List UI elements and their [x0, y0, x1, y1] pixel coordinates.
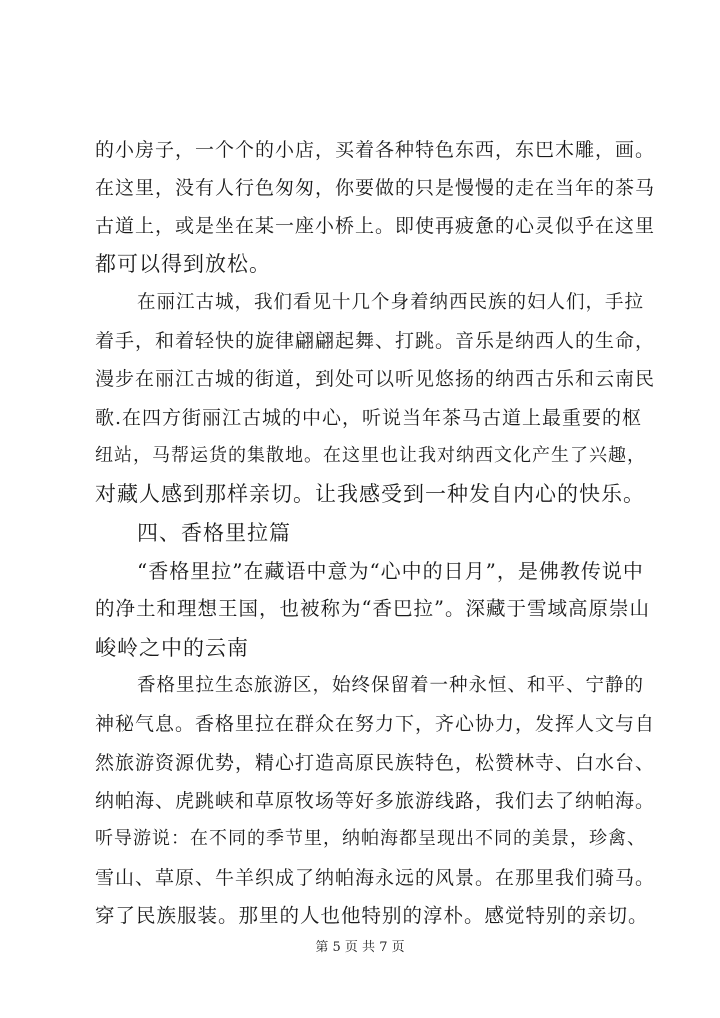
text-line: 的净土和理想王国，也被称为“香巴拉”。深藏于雪域高原崇山	[95, 597, 650, 620]
text-line: 穿了民族服装。那里的人也他特别的淳朴。感觉特别的亲切。	[95, 904, 649, 927]
text-line: 然旅游资源优势，精心打造高原民族特色，松赞林寺、白水台、	[95, 752, 656, 774]
text-line: 的小房子，一个个的小店，买着各种特色东西，东巴木雕，画。	[95, 139, 656, 161]
section-heading: 四、香格里拉篇	[137, 521, 291, 545]
page-number-footer: 第 5 页 共 7 页	[315, 940, 405, 955]
text-line: 对藏人感到那样亲切。让我感受到一种发自内心的快乐。	[95, 482, 645, 506]
text-line: 都可以得到放松。	[95, 252, 271, 276]
text-line: 听导游说：在不同的季节里，纳帕海都呈现出不同的美景，珍禽、	[95, 828, 646, 849]
text-line: 香格里拉生态旅游区，始终保留着一种永恒、和平、宁静的	[137, 675, 645, 696]
text-line: 漫步在丽江古城的街道，到处可以听见悠扬的纳西古乐和云南民	[95, 368, 656, 390]
text-line: 纽站，马帮运货的集散地。在这里也让我对纳西文化产生了兴趣，	[95, 445, 646, 466]
text-line: 峻岭之中的云南	[95, 636, 249, 660]
text-line: 纳帕海、虎跳峡和草原牧场等好多旅游线路，我们去了纳帕海。	[95, 790, 656, 812]
text-line: 在这里，没有人行色匆匆，你要做的只是慢慢的走在当年的茶马	[95, 177, 656, 199]
text-line: 着手，和着轻快的旋律翩翩起舞、打跳。音乐是纳西人的生命，	[95, 330, 656, 352]
text-line: 在丽江古城，我们看见十几个身着纳西民族的妇人们，手拉	[137, 292, 645, 313]
text-line: 古道上，或是坐在某一座小桥上。即使再疲惫的心灵似乎在这里	[95, 215, 656, 237]
text-line: 歌.在四方街丽江古城的中心，听说当年茶马古道上最重要的枢	[95, 407, 643, 429]
text-line: 雪山、草原、牛羊织成了纳帕海永远的风景。在那里我们骑马。	[95, 867, 656, 889]
text-line: 神秘气息。香格里拉在群众在努力下，齐心协力，发挥人文与自	[95, 713, 656, 735]
text-line: “香格里拉”在藏语中意为“心中的日月”，是佛教传说中	[137, 559, 644, 583]
